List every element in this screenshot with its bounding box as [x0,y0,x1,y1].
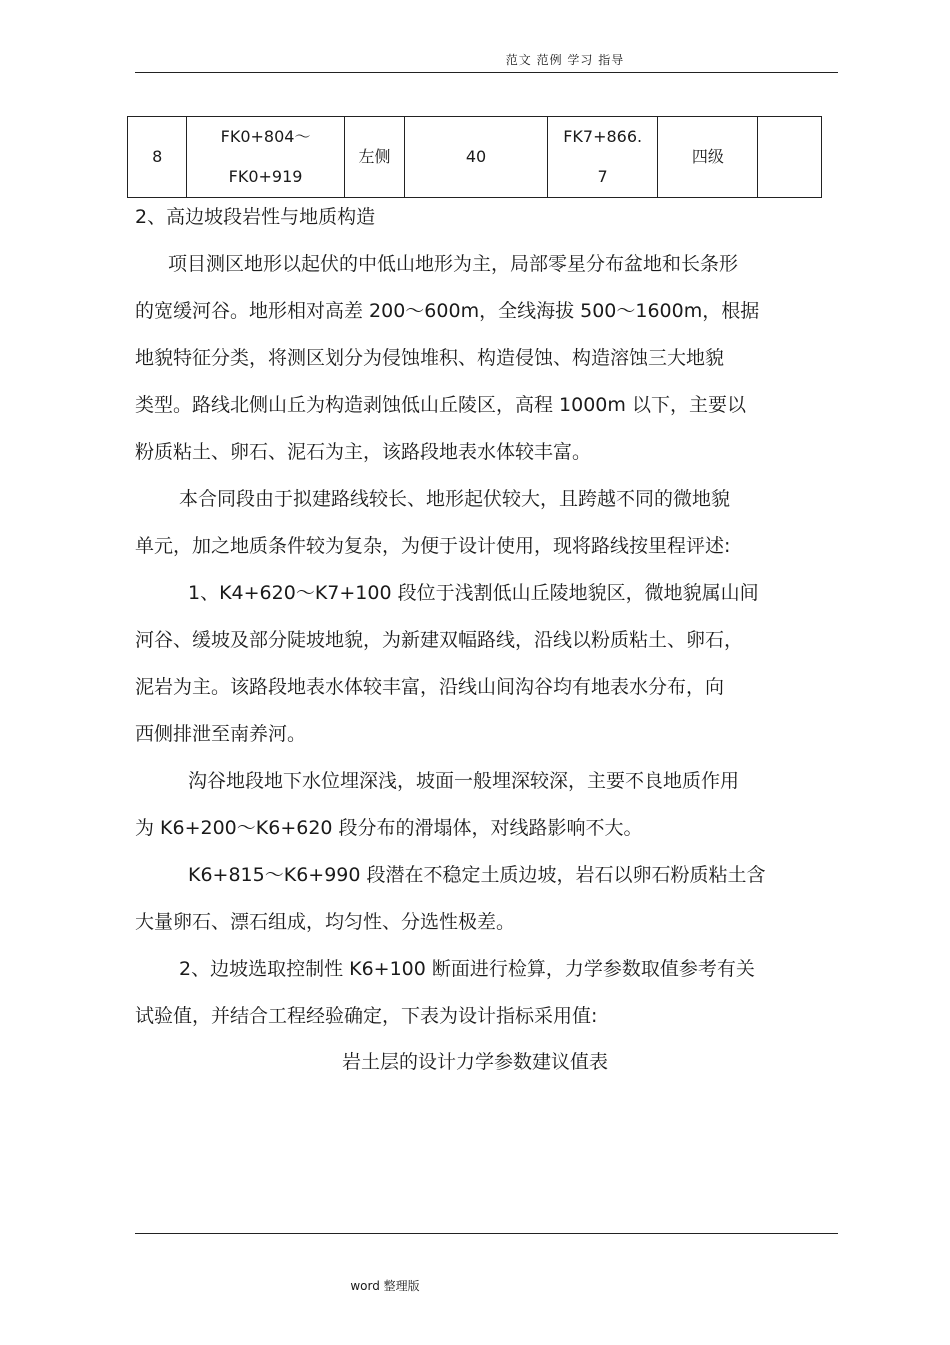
paragraph-line: 2、边坡选取控制性 K6+100 断面进行检算，力学参数取值参考有关 [179,958,755,980]
paragraph-line: 泥岩为主。该路段地表水体较丰富，沿线山间沟谷均有地表水分布，向 [135,676,725,698]
paragraph-line: K6+815～K6+990 段潜在不稳定土质边坡，岩石以卵石粉质粘土含 [188,864,766,886]
paragraph-line: 类型。路线北侧山丘为构造剥蚀低山丘陵区，高程 1000m 以下，主要以 [135,394,746,416]
paragraph-line: 的宽缓河谷。地形相对高差 200～600m，全线海拔 500～1600m，根据 [135,300,760,322]
section-heading: 2、高边坡段岩性与地质构造 [135,206,376,228]
cell-side: 左侧 [344,117,404,198]
paragraph-line: 试验值，并结合工程经验确定，下表为设计指标采用值: [135,1005,598,1027]
page-header-text: 范文 范例 学习 指导 [505,53,625,67]
paragraph-line: 单元，加之地质条件较为复杂，为便于设计使用，现将路线按里程评述: [135,535,731,557]
paragraph-line: 沟谷地段地下水位埋深浅，坡面一般埋深较深，主要不良地质作用 [188,770,740,792]
paragraph-line: 地貌特征分类，将测区划分为侵蚀堆积、构造侵蚀、构造溶蚀三大地貌 [135,347,725,369]
paragraph-line: 西侧排泄至南养河。 [135,723,307,745]
table-row [128,117,822,198]
paragraph-line: 项目测区地形以起伏的中低山地形为主，局部零星分布盆地和长条形 [168,253,739,275]
footer-rule [135,1233,838,1234]
paragraph-line: 大量卵石、漂石组成，均匀性、分选性极差。 [135,911,516,933]
paragraph-line: 粉质粘土、卵石、泥石为主，该路段地表水体较丰富。 [135,441,592,463]
paragraph-line: 河谷、缓坡及部分陡坡地貌，为新建双幅路线，沿线以粉质粘土、卵石， [135,629,744,651]
cell-grade: 四级 [658,117,758,198]
cell-height: 40 [405,117,548,198]
slope-table [127,116,822,198]
cell-remark [758,117,822,198]
paragraph-line: 本合同段由于拟建路线较长、地形起伏较大，且跨越不同的微地貌 [179,488,731,510]
header-rule [135,72,838,73]
paragraph-line: 为 K6+200～K6+620 段分布的滑塌体，对线路影响不大。 [135,817,643,839]
cell-index: 8 [128,117,187,198]
table-caption: 岩土层的设计力学参数建议值表 [341,1051,608,1073]
cell-range: FK0+804～ FK0+919 [187,117,344,198]
paragraph-line: 1、K4+620～K7+100 段位于浅割低山丘陵地貌区，微地貌属山间 [188,582,759,604]
page-footer-text: word 整理版 [350,1279,420,1293]
cell-mileage: FK7+866. 7 [547,117,657,198]
